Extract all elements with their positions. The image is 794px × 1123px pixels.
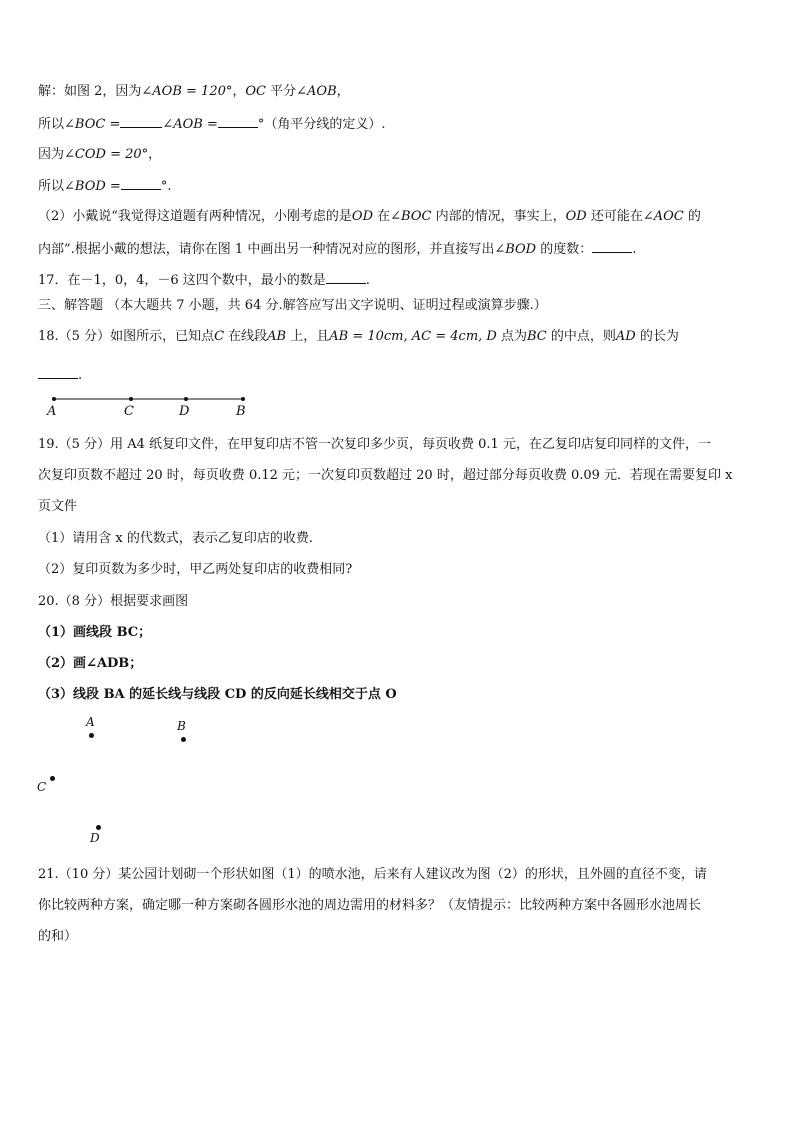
section-3-text: 三、解答题 （本大题共 7 小题，共 64 分.解答应写出文字说明、证明过程或演算步骤.） — [38, 298, 547, 313]
q19-text: 页文件 — [38, 499, 78, 514]
q19-text: （2）复印页数为多少时，甲乙两处复印店的收费相同? — [38, 562, 353, 577]
q16-period: . — [632, 242, 637, 257]
q19-line-2 — [38, 467, 733, 485]
q19-text: 次复印页数不超过 20 时，每页收费 0.12 元；一次复印页数超过 20 时，超过部分每页收费 0.09 元．若现在需要复印 x — [38, 468, 733, 483]
q16-angle-bod: ∠BOD — [494, 242, 537, 257]
q19-text: 19.（5 分）用 A4 纸复印文件，在甲复印店不管一次复印多少页，每页收费 0.1 元，在乙复印店复印同样的文件，一 — [38, 437, 711, 452]
q18-text: 的长为 — [635, 329, 679, 344]
q20-part-2 — [38, 655, 142, 673]
q18-segment-ad: AD — [615, 329, 636, 344]
q16-angle-boc: ∠BOC = — [64, 117, 121, 132]
q18-label-b: B — [236, 404, 246, 419]
q16-text: 在 — [373, 209, 391, 224]
q16-text: 所以 — [38, 179, 65, 194]
answer-blank[interactable] — [120, 115, 162, 128]
q20-text: （3）线段 BA 的延长线与线段 CD 的反向延长线相交于点 O — [38, 687, 397, 702]
q16-text: 内部”.根据小戴的想法，请你在图 1 中画出另一种情况对应的图形，并直接写出 — [38, 242, 495, 257]
q17-text: 17．在－1，0，4，－6 这四个数中，最小的数是 — [38, 273, 326, 288]
point-c-dot — [129, 397, 133, 401]
q16-text: °. — [160, 179, 172, 194]
point-b-dot — [241, 397, 245, 401]
q21-text: 21.（10 分）某公园计划砌一个形状如图（1）的喷水池，后来有人建议改为图（2）的形状，且外圆的直径不变，请 — [38, 867, 707, 882]
q21-line-2 — [38, 897, 701, 915]
q17-line — [38, 271, 370, 290]
q20-text: 20.（8 分）根据要求画图 — [38, 594, 189, 609]
point-a-dot — [52, 397, 56, 401]
q20-label-d: D — [90, 831, 100, 845]
q16-text: 因为 — [38, 147, 65, 162]
q16-text: 还可能在 — [586, 209, 643, 224]
q18-text: 的中点，则 — [546, 329, 616, 344]
q16-ray-od: OD — [351, 209, 374, 224]
q20-part-3 — [38, 686, 397, 704]
q19-text: （1）请用含 x 的代数式，表示乙复印店的收费. — [38, 531, 313, 546]
q20-label-a: A — [86, 715, 95, 729]
q16-text: 平分 — [266, 84, 297, 99]
q21-line-1 — [38, 866, 707, 884]
q16-ray-od: OD — [565, 209, 587, 224]
q20-point-a — [89, 733, 94, 738]
q16-angle-cod: ∠COD = 20° — [64, 147, 149, 162]
q16-text: 内部的情况，事实上， — [431, 209, 566, 224]
q16-text: 解：如图 2，因为 — [38, 84, 142, 99]
q16-angle-aob: ∠AOB = — [162, 117, 218, 132]
q19-part-2 — [38, 561, 352, 579]
q19-part-1 — [38, 530, 313, 548]
q16-angle-boc: ∠BOC — [390, 209, 432, 224]
q18-segment-bc: BC — [526, 329, 547, 344]
q21-line-3 — [38, 928, 77, 946]
q16-part2-line-2 — [38, 240, 636, 259]
q20-label-c: C — [37, 780, 47, 794]
q16-angle-aoc: ∠AOC — [642, 209, 684, 224]
q16-angle-aob: ∠AOB = 120° — [141, 84, 233, 99]
q20-label-b: B — [177, 719, 186, 733]
q16-comma: ， — [148, 147, 162, 162]
q16-comma: ， — [336, 84, 350, 99]
q16-line-2 — [38, 115, 386, 134]
q20-point-d — [96, 825, 101, 830]
q21-text: 你比较两种方案，确定哪一种方案砌各圆形水池的周边需用的材料多？（友情提示：比较两种方案中各圆形水池周长 — [38, 898, 702, 913]
q19-line-1 — [38, 436, 711, 454]
q16-ray-oc: OC — [245, 84, 266, 99]
q18-segment-ab: AB — [267, 329, 287, 344]
q16-comma: ， — [232, 84, 246, 99]
q18-text: 点为 — [496, 329, 527, 344]
q19-line-3 — [38, 498, 77, 516]
q20-title — [38, 593, 188, 611]
answer-blank[interactable] — [326, 271, 366, 284]
q16-text: 所以 — [38, 117, 65, 132]
q16-text: 的 — [683, 209, 701, 224]
q16-angle: ∠AOB — [296, 84, 337, 99]
q17-period: . — [365, 273, 370, 288]
answer-blank[interactable] — [38, 366, 78, 379]
q18-point-c: C — [214, 329, 225, 344]
q18-line-2 — [38, 366, 82, 385]
answer-blank[interactable] — [218, 115, 258, 128]
q18-given: AB = 10cm, AC = 4cm, D — [329, 329, 497, 344]
q20-text: （2）画∠ADB； — [38, 656, 143, 671]
q16-line-4 — [38, 177, 171, 196]
q18-text: 在线段 — [224, 329, 268, 344]
q16-text: 的度数： — [536, 242, 593, 257]
q16-line-3 — [38, 146, 161, 164]
q16-angle-bod: ∠BOD = — [64, 179, 121, 194]
answer-blank[interactable] — [121, 177, 161, 190]
answer-blank[interactable] — [592, 240, 632, 253]
q20-text: （1）画线段 BC； — [38, 625, 152, 640]
q20-part-1 — [38, 624, 151, 642]
q16-part2-line-1 — [38, 208, 701, 226]
q18-line-1 — [38, 328, 679, 346]
q18-text: 上，且 — [286, 329, 330, 344]
q18-label-c: C — [124, 404, 134, 419]
point-d-dot — [184, 397, 188, 401]
q20-point-c — [50, 776, 55, 781]
q16-text: （2）小戴说“我觉得这道题有两种情况，小刚考虑的是 — [38, 209, 352, 224]
q18-label-d: D — [179, 404, 190, 419]
q18-period: . — [78, 368, 83, 383]
q16-text: °（角平分线的定义）. — [257, 117, 386, 132]
q20-point-b — [181, 737, 186, 742]
q16-line-1 — [38, 83, 350, 101]
q18-label-a: A — [47, 404, 57, 419]
section-3-heading — [38, 297, 547, 315]
q21-text: 的和） — [38, 929, 78, 944]
q18-text: 18.（5 分）如图所示，已知点 — [38, 329, 215, 344]
